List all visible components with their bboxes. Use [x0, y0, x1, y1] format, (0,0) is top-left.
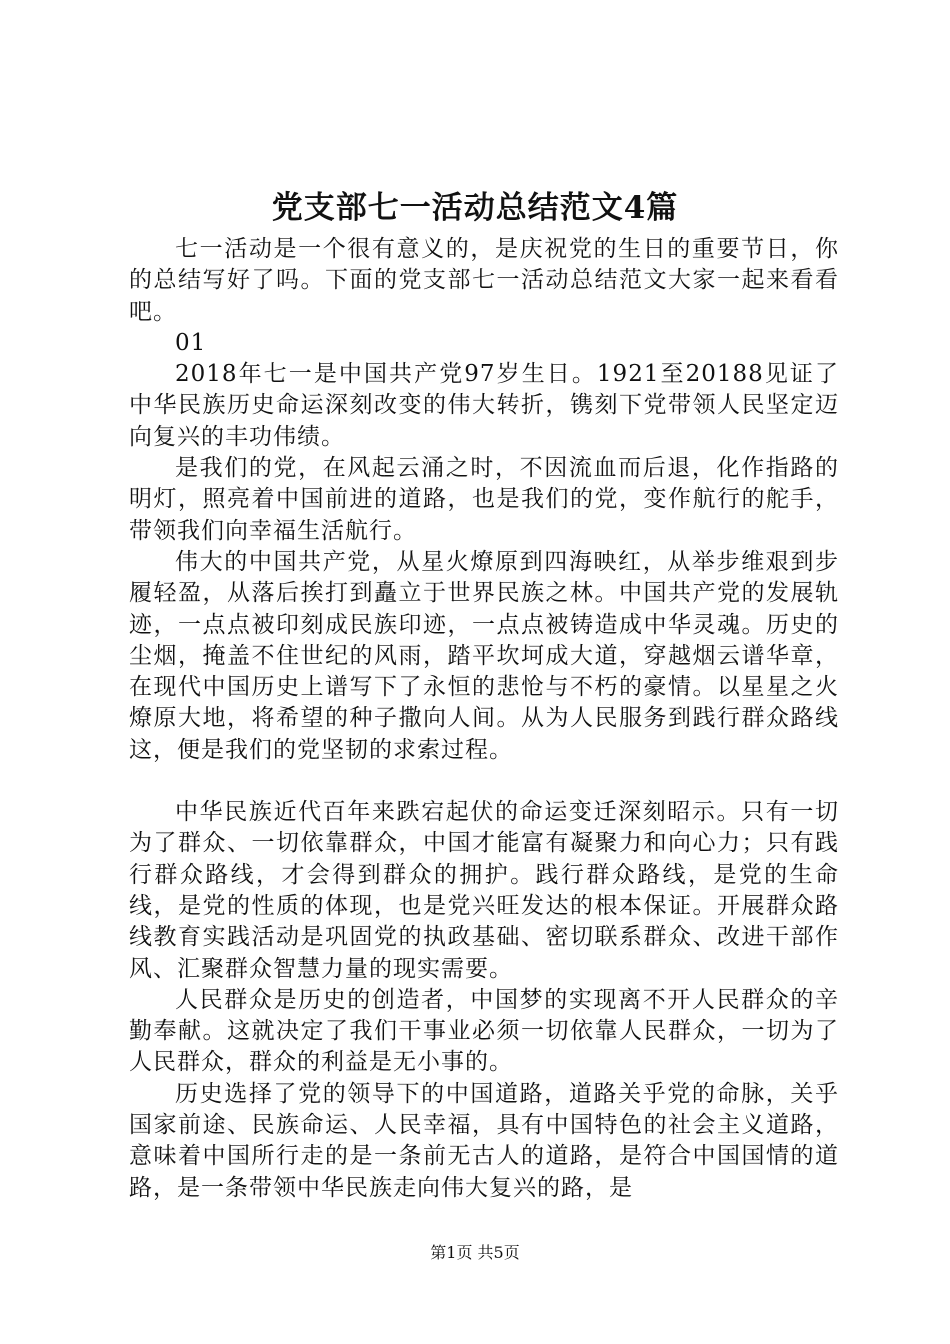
document-title: 党支部七一活动总结范文4篇 — [271, 190, 679, 226]
body-paragraph: 历史选择了党的领导下的中国道路，道路关乎党的命脉，关乎国家前途、民族命运、人民幸福，具有中国特色的社会主义道路，意味着中国所行走的是一条前无古人的道路，是符合中国国情的道路，是一条带领中华民族走向伟大复兴的路，是 — [129, 1080, 839, 1201]
intro-paragraph: 七一活动是一个很有意义的，是庆祝党的生日的重要节日，你的总结写好了吗。下面的党支部七一活动总结范文大家一起来看看吧。 — [129, 236, 839, 325]
page-footer: 第1页 共5页 — [430, 1243, 520, 1262]
body-paragraph: 中华民族近代百年来跌宕起伏的命运变迁深刻昭示。只有一切为了群众、一切依靠群众，中国才能富有凝聚力和向心力；只有践行群众路线，才会得到群众的拥护。践行群众路线，是党的生命线，是党的性质的体现，也是党兴旺发达的根本保证。开展群众路线教育实践活动是巩固党的执政基础、密切联系群众、改进干部作风、汇聚群众智慧力量的现实需要。 — [129, 799, 839, 982]
body-paragraph: 2018年七一是中国共产党97岁生日。1921至20188见证了中华民族历史命运深刻改变的伟大转折，镌刻下党带领人民坚定迈向复兴的丰功伟绩。 — [129, 361, 839, 450]
body-paragraph: 伟大的中国共产党，从星火燎原到四海映红，从举步维艰到步履轻盈，从落后挨打到矗立于世界民族之林。中国共产党的发展轨迹，一点点被印刻成民族印迹，一点点被铸造成中华灵魂。历史的尘烟，掩盖不住世纪的风雨，踏平坎坷成大道，穿越烟云谱华章，在现代中国历史上谱写下了永恒的悲怆与不朽的豪情。以星星之火燎原大地，将希望的种子撒向人间。从为人民服务到践行群众路线这，便是我们的党坚韧的求索过程。 — [129, 548, 839, 763]
body-paragraph: 是我们的党，在风起云涌之时，不因流血而后退，化作指路的明灯，照亮着中国前进的道路，也是我们的党，变作航行的舵手，带领我们向幸福生活航行。 — [129, 455, 839, 544]
body-paragraph: 人民群众是历史的创造者，中国梦的实现离不开人民群众的辛勤奉献。这就决定了我们干事业必须一切依靠人民群众，一切为了人民群众，群众的利益是无小事的。 — [129, 986, 839, 1076]
section-number: 01 — [175, 329, 207, 356]
document-body — [129, 234, 839, 1204]
